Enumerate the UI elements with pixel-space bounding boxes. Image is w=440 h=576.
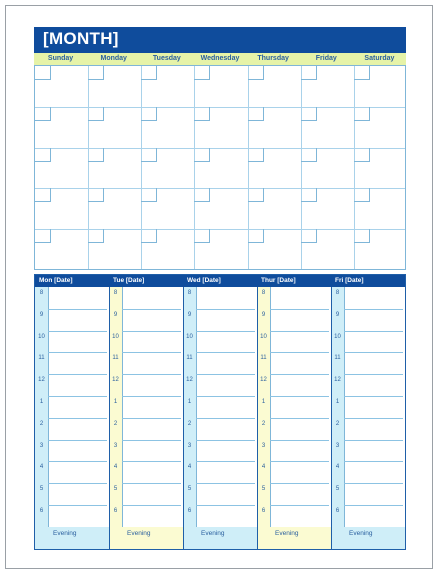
- time-slot[interactable]: [123, 461, 181, 483]
- time-slot[interactable]: [345, 396, 403, 418]
- day-cell[interactable]: [141, 66, 194, 107]
- column-divider: [331, 287, 332, 549]
- day-cell[interactable]: [301, 107, 354, 148]
- date-number-box: [141, 107, 157, 121]
- day-cell[interactable]: [35, 229, 88, 270]
- time-slot[interactable]: [197, 309, 255, 331]
- hour-label: 8: [187, 290, 192, 296]
- hour-label: 10: [260, 333, 267, 340]
- day-column: [331, 275, 405, 549]
- time-slot[interactable]: [197, 287, 255, 309]
- hour-label: 3: [113, 442, 118, 449]
- date-number-box: [194, 66, 210, 80]
- time-slot[interactable]: [271, 440, 329, 462]
- hour-label: 5: [39, 486, 44, 493]
- day-cell[interactable]: [88, 107, 141, 148]
- time-slot[interactable]: [123, 309, 181, 331]
- day-cell[interactable]: [35, 107, 88, 148]
- weekday-header-row: [34, 53, 406, 66]
- date-number-box: [248, 188, 264, 202]
- evening-label: Evening: [53, 529, 77, 537]
- time-slot[interactable]: [49, 331, 107, 353]
- hour-label: 3: [39, 442, 44, 449]
- date-number-box: [248, 148, 264, 162]
- hour-label: 8: [39, 290, 44, 296]
- day-column: [183, 275, 257, 549]
- date-number-box: [35, 148, 51, 162]
- column-divider: [257, 287, 258, 549]
- time-slot[interactable]: [197, 440, 255, 462]
- date-number-box: [354, 148, 370, 162]
- time-slot[interactable]: [345, 374, 403, 396]
- time-slot[interactable]: [271, 483, 329, 505]
- month-grid: [34, 66, 406, 270]
- time-slot[interactable]: [345, 461, 403, 483]
- time-slot[interactable]: [345, 483, 403, 505]
- day-cell[interactable]: [354, 188, 407, 229]
- date-number-box: [141, 66, 157, 80]
- day-cell[interactable]: [141, 229, 194, 270]
- day-column-header: Thur [Date]: [257, 275, 331, 287]
- date-number-box: [35, 229, 51, 243]
- evening-label: Evening: [349, 529, 373, 537]
- hour-label: 2: [335, 420, 340, 427]
- hour-label: 8: [113, 290, 118, 296]
- time-slot[interactable]: [197, 396, 255, 418]
- hour-label: 11: [112, 355, 119, 362]
- hour-label: 3: [335, 442, 340, 449]
- date-number-box: [88, 107, 104, 121]
- hour-label: 10: [112, 333, 119, 340]
- evening-label: Evening: [127, 529, 151, 537]
- day-cell[interactable]: [354, 107, 407, 148]
- date-number-box: [354, 229, 370, 243]
- hour-label: 6: [39, 508, 44, 514]
- time-slot[interactable]: [49, 505, 107, 527]
- hour-label: 11: [334, 355, 341, 362]
- hour-label: 12: [186, 377, 193, 384]
- time-slot[interactable]: [271, 352, 329, 374]
- time-slot[interactable]: [345, 440, 403, 462]
- day-cell[interactable]: [35, 66, 88, 107]
- day-cell[interactable]: [301, 66, 354, 107]
- time-slot[interactable]: [345, 287, 403, 309]
- hour-label: 3: [187, 442, 192, 449]
- time-slot[interactable]: [197, 418, 255, 440]
- time-slot[interactable]: [197, 483, 255, 505]
- time-slot[interactable]: [271, 309, 329, 331]
- hour-label: 4: [187, 464, 192, 471]
- date-number-box: [301, 229, 317, 243]
- time-slot[interactable]: [271, 331, 329, 353]
- hour-label: 12: [260, 377, 267, 384]
- hour-label: 3: [261, 442, 266, 449]
- time-slot[interactable]: [123, 440, 181, 462]
- date-number-box: [248, 66, 264, 80]
- time-slot[interactable]: [49, 396, 107, 418]
- hour-label: 12: [112, 377, 119, 384]
- day-column: [109, 275, 183, 549]
- date-number-box: [141, 188, 157, 202]
- weekday-tuesday: Tuesday: [152, 55, 181, 62]
- time-slot[interactable]: [49, 461, 107, 483]
- time-slot[interactable]: [271, 461, 329, 483]
- day-cell[interactable]: [354, 148, 407, 189]
- day-cell[interactable]: [194, 229, 247, 270]
- day-column-header: Wed [Date]: [183, 275, 257, 287]
- date-number-box: [248, 229, 264, 243]
- hour-label: 11: [38, 355, 45, 362]
- date-number-box: [194, 229, 210, 243]
- hour-label: 1: [335, 399, 340, 405]
- hour-label: 9: [39, 311, 44, 318]
- hour-label: 1: [187, 399, 192, 405]
- date-number-box: [88, 66, 104, 80]
- time-slot[interactable]: [197, 505, 255, 527]
- hour-label: 4: [113, 464, 118, 471]
- hour-label: 12: [38, 377, 45, 384]
- hour-label: 5: [261, 486, 266, 493]
- hour-label: 1: [39, 399, 44, 405]
- day-cell[interactable]: [35, 148, 88, 189]
- date-number-box: [194, 148, 210, 162]
- day-cell[interactable]: [194, 148, 247, 189]
- time-slot[interactable]: [271, 374, 329, 396]
- hour-label: 4: [261, 464, 266, 471]
- month-header: [34, 27, 406, 53]
- time-slot[interactable]: [271, 418, 329, 440]
- time-slot[interactable]: [271, 505, 329, 527]
- day-cell[interactable]: [141, 107, 194, 148]
- hour-label: 10: [334, 333, 341, 340]
- hour-label: 9: [113, 311, 118, 318]
- day-cell[interactable]: [88, 66, 141, 107]
- time-slot[interactable]: [49, 352, 107, 374]
- time-slot[interactable]: [271, 396, 329, 418]
- date-number-box: [141, 148, 157, 162]
- date-number-box: [35, 66, 51, 80]
- date-number-box: [194, 188, 210, 202]
- hour-label: 8: [335, 290, 340, 296]
- weekday-wednesday: Wednesday: [200, 55, 240, 62]
- day-column-header: Tue [Date]: [109, 275, 183, 287]
- hour-label: 1: [113, 399, 118, 405]
- time-slot[interactable]: [123, 396, 181, 418]
- day-cell[interactable]: [194, 188, 247, 229]
- hour-label: 2: [113, 420, 118, 427]
- day-cell[interactable]: [354, 229, 407, 270]
- column-divider: [109, 287, 110, 549]
- hour-label: 1: [261, 399, 266, 405]
- day-cell[interactable]: [194, 107, 247, 148]
- time-slot[interactable]: [49, 483, 107, 505]
- time-slot[interactable]: [271, 287, 329, 309]
- hour-label: 6: [335, 508, 340, 514]
- date-number-box: [354, 107, 370, 121]
- hour-label: 10: [186, 333, 193, 340]
- hour-label: 9: [335, 311, 340, 318]
- time-slot[interactable]: [123, 374, 181, 396]
- weekday-friday: Friday: [315, 55, 337, 62]
- date-number-box: [354, 188, 370, 202]
- hour-label: 9: [187, 311, 192, 318]
- hour-label: 2: [39, 420, 44, 427]
- time-slot[interactable]: [123, 287, 181, 309]
- hour-label: 12: [334, 377, 341, 384]
- hour-label: 2: [261, 420, 266, 427]
- day-column-header: Fri [Date]: [331, 275, 405, 287]
- date-number-box: [301, 66, 317, 80]
- hour-label: 9: [261, 311, 266, 318]
- day-cell[interactable]: [354, 66, 407, 107]
- time-slot[interactable]: [197, 374, 255, 396]
- day-cell[interactable]: [248, 188, 301, 229]
- hour-label: 6: [187, 508, 192, 514]
- time-slot[interactable]: [123, 418, 181, 440]
- time-slot[interactable]: [123, 483, 181, 505]
- day-cell[interactable]: [88, 229, 141, 270]
- hour-label: 11: [186, 355, 193, 362]
- date-number-box: [88, 188, 104, 202]
- time-slot[interactable]: [49, 374, 107, 396]
- date-number-box: [301, 107, 317, 121]
- time-slot[interactable]: [49, 287, 107, 309]
- day-cell[interactable]: [248, 66, 301, 107]
- day-cell[interactable]: [141, 188, 194, 229]
- time-slot[interactable]: [345, 352, 403, 374]
- day-cell[interactable]: [248, 148, 301, 189]
- time-slot[interactable]: [123, 331, 181, 353]
- date-number-box: [88, 229, 104, 243]
- day-column: [257, 275, 331, 549]
- time-slot[interactable]: [123, 352, 181, 374]
- day-cell[interactable]: [248, 107, 301, 148]
- time-slot[interactable]: [49, 309, 107, 331]
- time-slot[interactable]: [345, 331, 403, 353]
- hour-label: 6: [261, 508, 266, 514]
- time-slot[interactable]: [197, 461, 255, 483]
- time-slot[interactable]: [49, 418, 107, 440]
- hour-label: 11: [260, 355, 267, 362]
- time-slot[interactable]: [197, 331, 255, 353]
- hour-label: 5: [335, 486, 340, 493]
- hour-label: 6: [113, 508, 118, 514]
- day-cell[interactable]: [301, 148, 354, 189]
- day-column-header: Mon [Date]: [35, 275, 109, 287]
- weekday-sunday: Sunday: [47, 55, 74, 62]
- hour-label: 4: [39, 464, 44, 471]
- hour-label: 5: [113, 486, 118, 493]
- day-cell[interactable]: [88, 188, 141, 229]
- evening-label: Evening: [201, 529, 225, 537]
- day-cell[interactable]: [35, 188, 88, 229]
- time-slot[interactable]: [345, 418, 403, 440]
- date-number-box: [35, 107, 51, 121]
- day-cell[interactable]: [248, 229, 301, 270]
- hour-label: 4: [335, 464, 340, 471]
- weekday-monday: Monday: [100, 55, 127, 62]
- date-number-box: [194, 107, 210, 121]
- time-slot[interactable]: [197, 352, 255, 374]
- day-column: [35, 275, 109, 549]
- date-number-box: [354, 66, 370, 80]
- hour-label: 2: [187, 420, 192, 427]
- weekday-saturday: Saturday: [364, 55, 395, 62]
- day-cell[interactable]: [301, 229, 354, 270]
- column-divider: [183, 287, 184, 549]
- weekly-planner: [34, 274, 406, 550]
- month-title: [MONTH]: [43, 29, 119, 48]
- hour-label: 10: [38, 333, 45, 340]
- time-slot[interactable]: [345, 309, 403, 331]
- time-slot[interactable]: [123, 505, 181, 527]
- date-number-box: [248, 107, 264, 121]
- day-cell[interactable]: [301, 188, 354, 229]
- date-number-box: [301, 148, 317, 162]
- date-number-box: [35, 188, 51, 202]
- time-slot[interactable]: [345, 505, 403, 527]
- date-number-box: [141, 229, 157, 243]
- weekday-thursday: Thursday: [257, 55, 289, 62]
- date-number-box: [301, 188, 317, 202]
- date-number-box: [88, 148, 104, 162]
- time-slot[interactable]: [49, 440, 107, 462]
- hour-label: 8: [261, 290, 266, 296]
- evening-label: Evening: [275, 529, 299, 537]
- day-cell[interactable]: [194, 66, 247, 107]
- hour-label: 5: [187, 486, 192, 493]
- day-cell[interactable]: [141, 148, 194, 189]
- day-cell[interactable]: [88, 148, 141, 189]
